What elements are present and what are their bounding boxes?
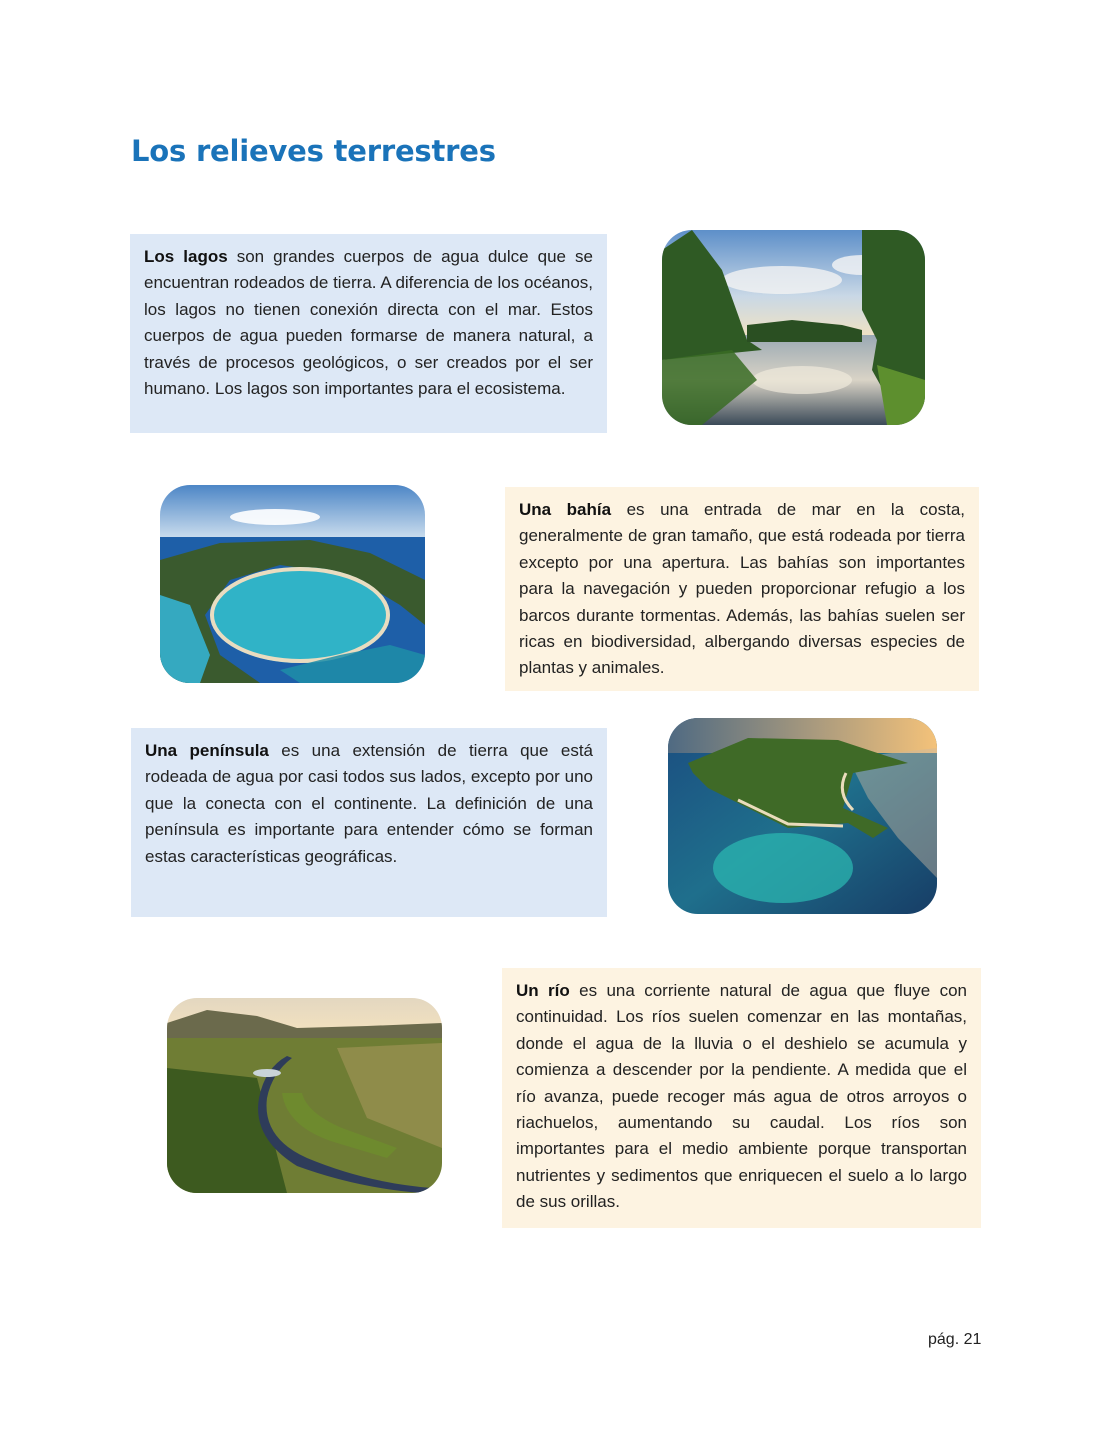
river-term: Un río: [516, 981, 570, 1000]
peninsula-text-box: [131, 728, 607, 917]
lakes-term: Los lagos: [144, 247, 228, 266]
river-text-box: [502, 968, 981, 1228]
bay-text-box: [505, 487, 979, 691]
peninsula-photo: [668, 718, 937, 914]
bay-photo: [160, 485, 425, 683]
peninsula-term: Una península: [145, 741, 269, 760]
bay-description: es una entrada de mar en la costa, generalmente de gran tamaño, que está rodeada por tierra excepto por una apertura. Las bahías son importantes para la navegación y pueden proporcionar refugio a los barcos durante tormentas. Además, las bahías suelen ser ricas en biodiversidad, albergando diversas especies de plantas y animales.: [519, 500, 965, 678]
river-description: es una corriente natural de agua que fluye con continuidad. Los ríos suelen comenzar en las montañas, donde el agua de la lluvia o el deshielo se acumula y comienza a descender por la pendiente. A medida que el río avanza, puede recoger más agua de otros arroyos o riachuelos, aumentando su caudal. Los ríos son importantes para el medio ambiente porque transportan nutrientes y sedimentos que enriquecen el suelo a lo largo de sus orillas.: [516, 981, 968, 1212]
peninsula-description: es una extensión de tierra que está rodeada de agua por casi todos sus lados, excepto por uno que la conecta con el continente. La definición de una península es importante para entender cómo se forman estas características geográficas.: [145, 741, 594, 866]
lake-photo: [662, 230, 925, 425]
page-number: pág. 21: [928, 1331, 982, 1348]
river-photo: [167, 998, 442, 1193]
lakes-description: son grandes cuerpos de agua dulce que se encuentran rodeados de tierra. A diferencia de los océanos, los lagos no tienen conexión directa con el mar. Estos cuerpos de agua pueden formarse de manera natural, a través de procesos geológicos, o ser creados por el ser humano. Los lagos son importantes para el ecosistema.: [144, 247, 593, 399]
lakes-text-box: [130, 234, 607, 433]
page-title: Los relieves terrestres: [131, 134, 496, 168]
bay-term: Una bahía: [519, 500, 612, 519]
